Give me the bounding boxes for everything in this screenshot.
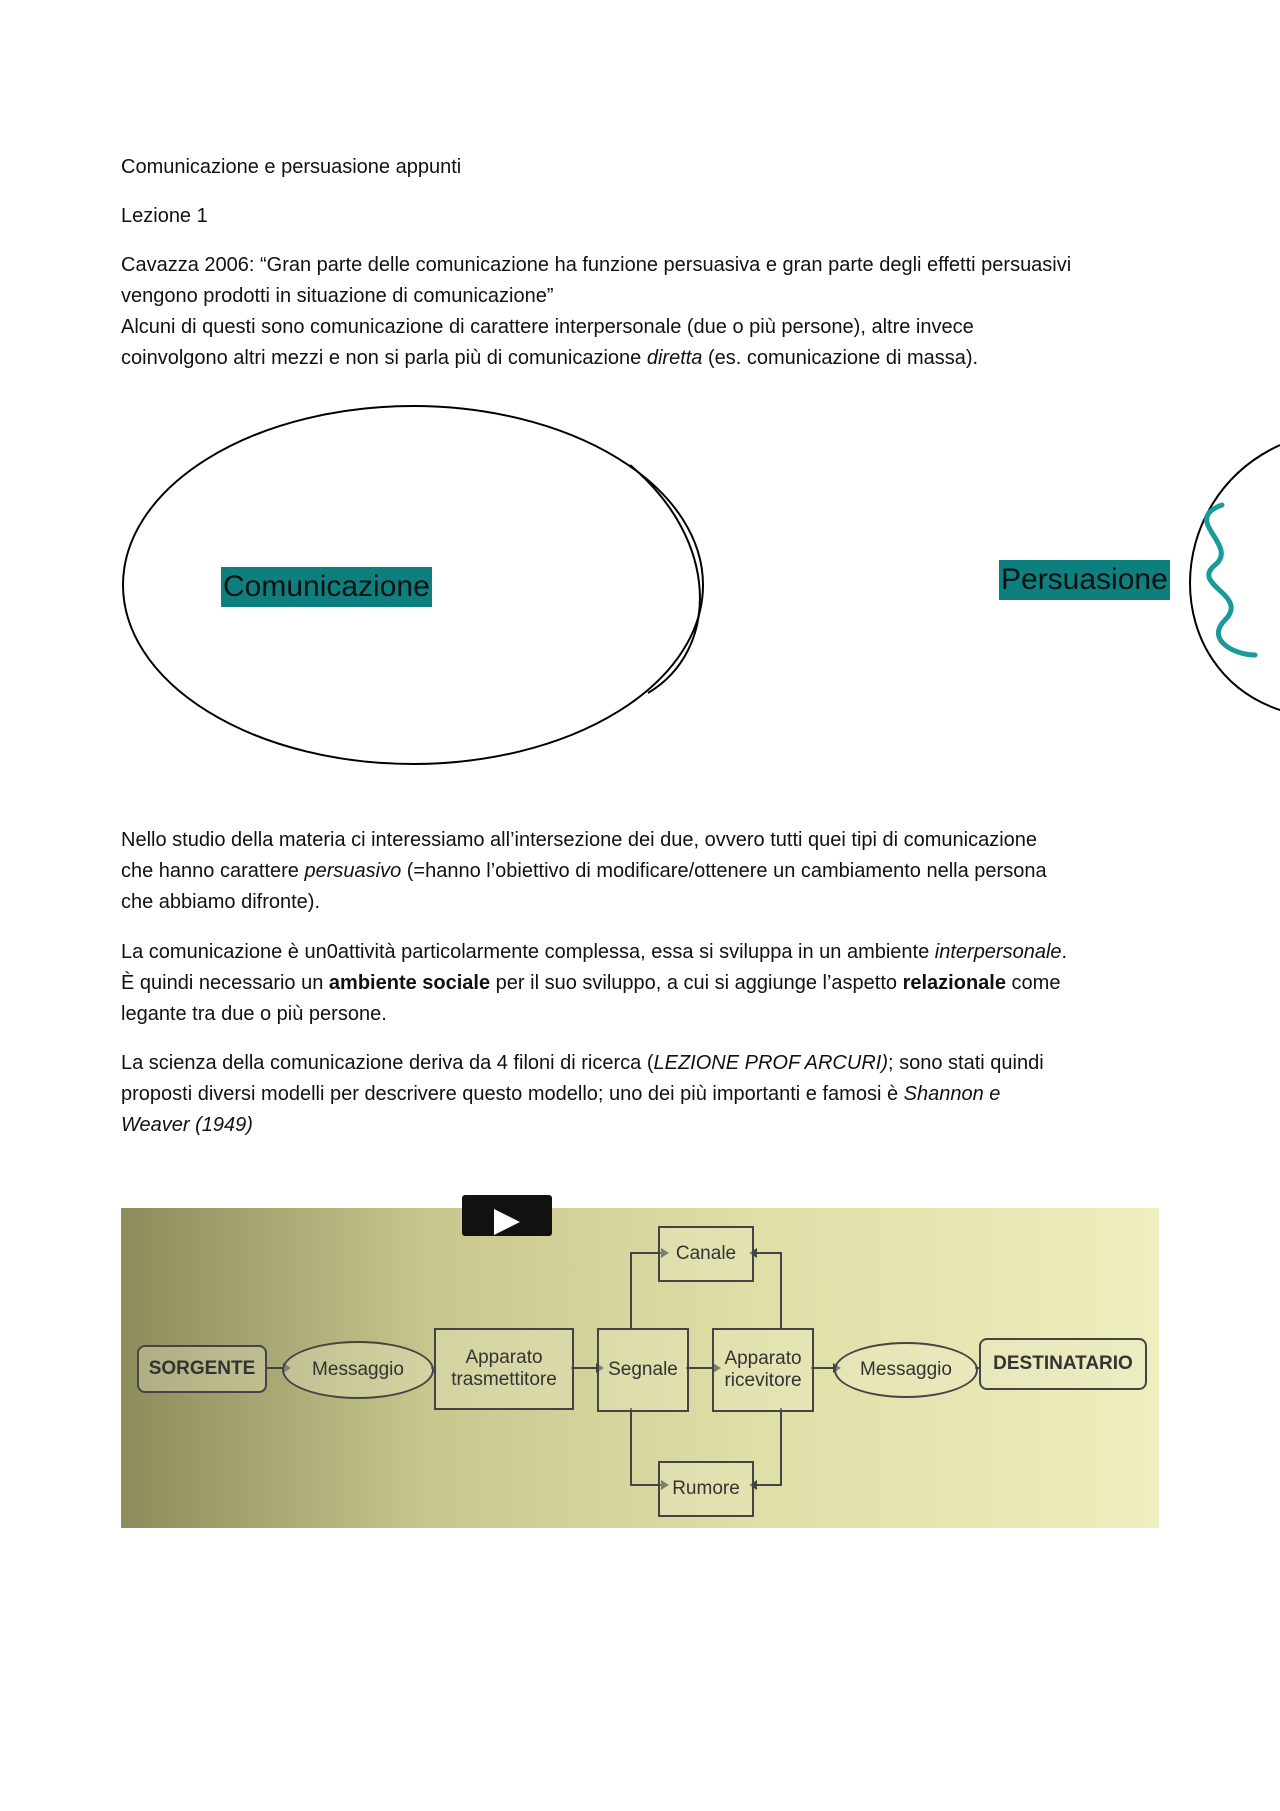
diagram-node-noise: Rumore [658, 1461, 754, 1517]
label-persuasione: Persuasione [999, 560, 1170, 600]
overlap-arc [630, 465, 700, 693]
label-comunicazione: Comunicazione [221, 567, 432, 607]
diagram-node-message-in: Messaggio [834, 1342, 978, 1398]
diagram-node-destination: DESTINATARIO [979, 1338, 1147, 1390]
diagram-node-signal: Segnale [597, 1328, 689, 1412]
quote-paragraph: Cavazza 2006: “Gran parte delle comunicazione ha funzione persuasiva e gran parte degli effetti persuasivi vengono prodotti in situazione di comunicazione” Alcuni di questi sono comunicazione di carattere interpersonale (due o più persone), altre invece coinvolgono altri mezzi e non si parla più di comunicazione diretta (es. comunicazione di massa). [121, 254, 1072, 369]
diagram-node-source: SORGENTE [137, 1345, 267, 1393]
diagram-node-channel: Canale [658, 1226, 754, 1282]
teal-squiggle [1207, 505, 1255, 655]
diagram-node-receiver: Apparato ricevitore [712, 1328, 814, 1412]
diagram-node-message-out: Messaggio [282, 1341, 434, 1399]
communication-paragraph: La comunicazione è un0attività particolarmente complessa, essa si sviluppa in un ambiente interpersonale. È quindi necessario un ambiente sociale per il suo sviluppo, a cui si aggiunge l’aspetto relazionale come legante tra due o più persone. [121, 941, 1068, 1025]
shannon-weaver-diagram-photo [121, 1208, 1159, 1528]
intersection-paragraph: Nello studio della materia ci interessiamo all’intersezione dei due, ovvero tutti quei tipi di comunicazione che hanno carattere persuasivo (=hanno l’obiettivo di modificare/ottenere un cambiamento nella persona che abbiamo difronte). [121, 829, 1047, 913]
persuasion-ellipse [1190, 445, 1280, 710]
document-title: Comunicazione e persuasione appunti [121, 156, 462, 178]
science-paragraph: La scienza della comunicazione deriva da 4 filoni di ricerca (LEZIONE PROF ARCURI); sono stati quindi proposti diversi modelli per descrivere questo modello; uno dei più importanti e famosi è Shannon e Weaver (1949) [121, 1052, 1044, 1136]
lesson-heading: Lezione 1 [121, 205, 208, 227]
play-icon[interactable] [462, 1195, 552, 1236]
diagram-node-transmitter: Apparato trasmettitore [434, 1328, 574, 1410]
